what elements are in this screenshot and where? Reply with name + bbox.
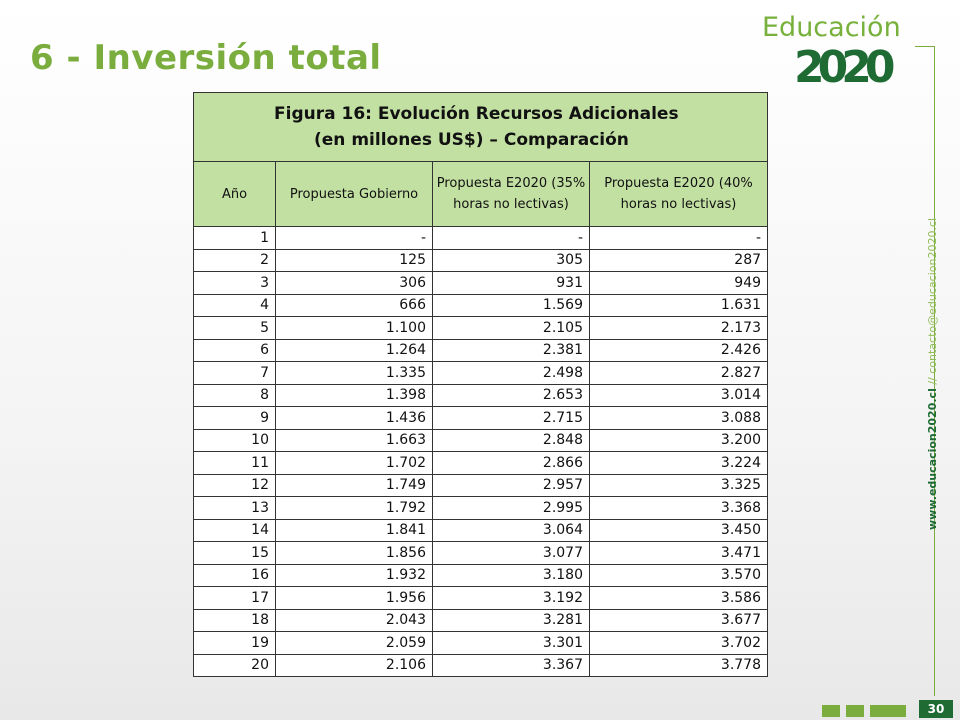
value-cell: 2.426 [590,339,768,362]
value-cell: - [276,227,433,250]
footer-accent-block [822,705,840,717]
value-cell: 2.498 [433,362,590,385]
value-cell: 306 [276,272,433,295]
table-row [194,564,768,587]
value-cell: - [590,227,768,250]
table-row [194,317,768,340]
frame-line-top [915,46,935,47]
table-row [194,542,768,565]
value-cell: 1.436 [276,407,433,430]
value-cell: 1.264 [276,339,433,362]
year-cell: 8 [194,384,276,407]
column-header-year: Año [194,162,276,227]
value-cell: 3.325 [590,474,768,497]
sidebar-contact [926,218,939,530]
value-cell: 3.778 [590,654,768,677]
figure-caption-line1: Figura 16: Evolución Recursos Adicionales [274,104,679,124]
year-cell: 13 [194,497,276,520]
value-cell: 3.570 [590,564,768,587]
value-cell: 287 [590,249,768,272]
value-cell: 3.471 [590,542,768,565]
value-cell: 666 [276,294,433,317]
column-header-gobierno: Propuesta Gobierno [276,162,433,227]
page-number: 30 [919,700,953,718]
value-cell: 1.663 [276,429,433,452]
value-cell: 2.715 [433,407,590,430]
column-header-e2020-35: Propuesta E2020 (35% horas no lectivas) [433,162,590,227]
investment-table [193,92,768,677]
value-cell: 3.368 [590,497,768,520]
table-row [194,654,768,677]
value-cell: 2.381 [433,339,590,362]
year-cell: 7 [194,362,276,385]
table-row [194,249,768,272]
value-cell: 1.100 [276,317,433,340]
year-cell: 19 [194,632,276,655]
value-cell: 1.749 [276,474,433,497]
value-cell: 2.827 [590,362,768,385]
logo-word: Educación [762,12,901,43]
slide-title: 6 - Inversión total [30,38,382,78]
table-row [194,474,768,497]
year-cell: 18 [194,609,276,632]
value-cell: 125 [276,249,433,272]
value-cell: 3.200 [590,429,768,452]
footer-accent-block [870,705,906,717]
value-cell: - [433,227,590,250]
value-cell: 1.792 [276,497,433,520]
value-cell: 1.932 [276,564,433,587]
table-row [194,587,768,610]
year-cell: 9 [194,407,276,430]
value-cell: 1.856 [276,542,433,565]
year-cell: 15 [194,542,276,565]
figure-caption-line2: (en millones US$) – Comparación [314,130,629,150]
year-cell: 6 [194,339,276,362]
year-cell: 4 [194,294,276,317]
value-cell: 1.702 [276,452,433,475]
year-cell: 10 [194,429,276,452]
table-row [194,407,768,430]
logo-year: 2020 [794,42,889,93]
year-cell: 2 [194,249,276,272]
table-row [194,497,768,520]
value-cell: 3.088 [590,407,768,430]
figure-caption [194,93,768,162]
figure-table-container [193,92,762,697]
value-cell: 1.335 [276,362,433,385]
value-cell: 1.631 [590,294,768,317]
value-cell: 3.450 [590,519,768,542]
table-row [194,227,768,250]
value-cell: 2.848 [433,429,590,452]
value-cell: 2.866 [433,452,590,475]
year-cell: 20 [194,654,276,677]
year-cell: 17 [194,587,276,610]
value-cell: 3.677 [590,609,768,632]
website-link[interactable]: www.educacion2020.cl [926,388,939,530]
table-body [194,227,768,677]
value-cell: 3.064 [433,519,590,542]
value-cell: 3.281 [433,609,590,632]
value-cell: 2.173 [590,317,768,340]
value-cell: 3.014 [590,384,768,407]
value-cell: 3.224 [590,452,768,475]
educacion2020-logo [762,12,907,93]
value-cell: 2.995 [433,497,590,520]
value-cell: 2.105 [433,317,590,340]
table-row [194,609,768,632]
value-cell: 3.702 [590,632,768,655]
table-row [194,632,768,655]
table-row [194,339,768,362]
column-header-e2020-40: Propuesta E2020 (40% horas no lectivas) [590,162,768,227]
value-cell: 3.301 [433,632,590,655]
year-cell: 5 [194,317,276,340]
value-cell: 2.653 [433,384,590,407]
value-cell: 3.077 [433,542,590,565]
value-cell: 2.957 [433,474,590,497]
footer-accent-block [846,705,864,717]
year-cell: 16 [194,564,276,587]
value-cell: 1.569 [433,294,590,317]
year-cell: 12 [194,474,276,497]
year-cell: 11 [194,452,276,475]
table-row [194,429,768,452]
value-cell: 1.841 [276,519,433,542]
value-cell: 2.106 [276,654,433,677]
table-row [194,519,768,542]
value-cell: 3.586 [590,587,768,610]
value-cell: 3.367 [433,654,590,677]
value-cell: 931 [433,272,590,295]
value-cell: 2.059 [276,632,433,655]
value-cell: 3.180 [433,564,590,587]
year-cell: 3 [194,272,276,295]
year-cell: 14 [194,519,276,542]
table-row [194,362,768,385]
table-row [194,294,768,317]
table-row [194,452,768,475]
table-row [194,272,768,295]
value-cell: 3.192 [433,587,590,610]
value-cell: 1.398 [276,384,433,407]
contact-email[interactable]: // contacto@educacion2020.cl [926,217,939,389]
table-row [194,384,768,407]
value-cell: 949 [590,272,768,295]
value-cell: 2.043 [276,609,433,632]
value-cell: 305 [433,249,590,272]
year-cell: 1 [194,227,276,250]
value-cell: 1.956 [276,587,433,610]
